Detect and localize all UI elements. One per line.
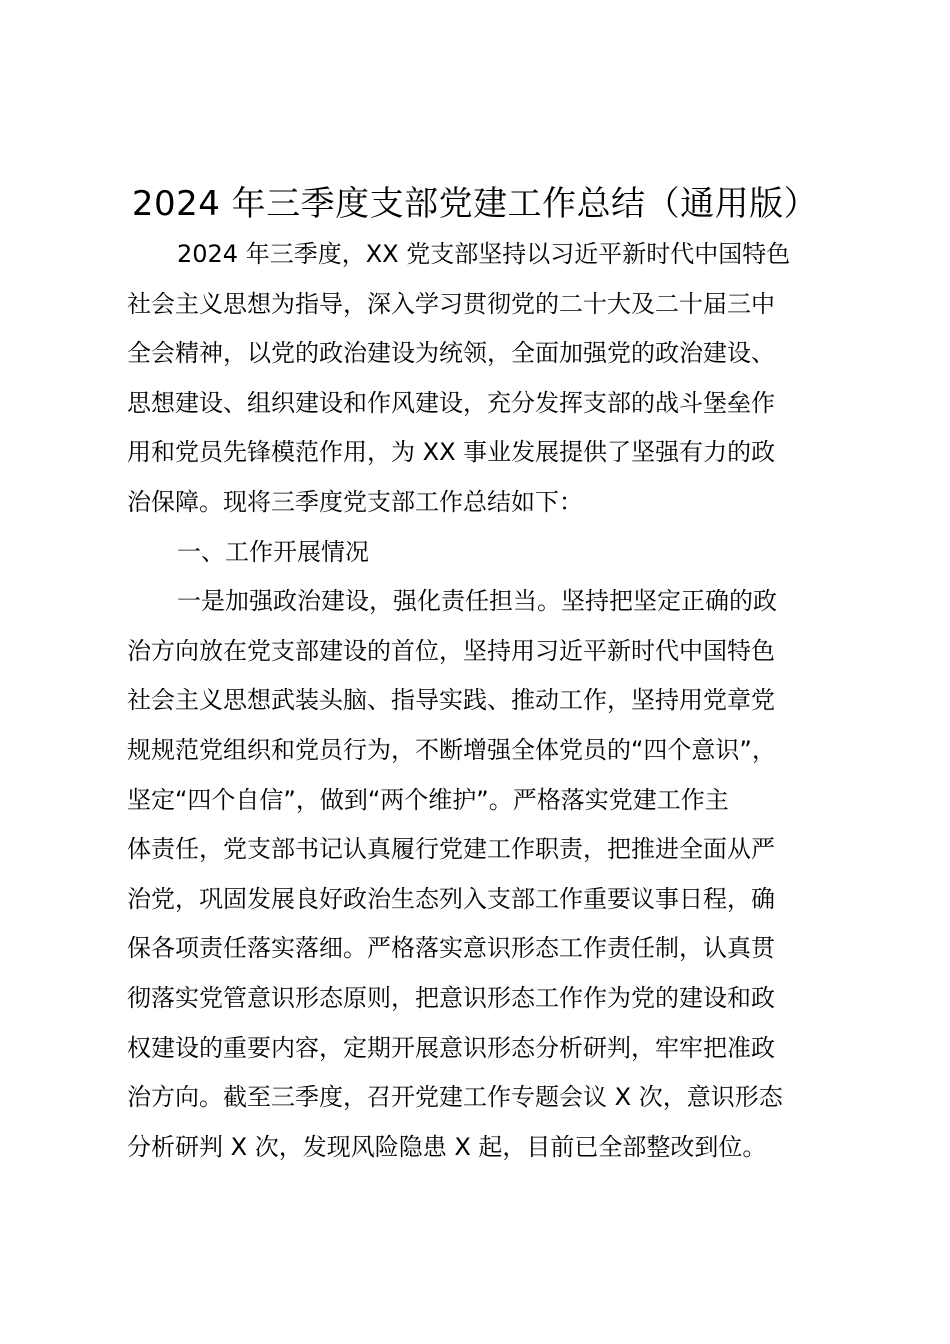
paragraph-2-line-8: 保各项责任落实落细。严格落实意识形态工作责任制，认真贯 [127,934,775,963]
paragraph-2-line-1: 一是加强政治建设，强化责任担当。坚持把坚定正确的政 [177,587,777,616]
paragraph-2-line-10: 权建设的重要内容，定期开展意识形态分析研判，牢牢把准政 [127,1033,775,1062]
document-body [127,230,847,1172]
paragraph-1-line-3: 全会精神，以党的政治建设为统领，全面加强党的政治建设、 [127,339,775,368]
paragraph-1-line-6: 治保障。现将三季度党支部工作总结如下： [127,487,583,516]
paragraph-2-line-7: 治党，巩固发展良好政治生态列入支部工作重要议事日程，确 [127,884,775,913]
section-heading: 一、工作开展情况 [177,537,369,566]
paragraph-2-line-6: 体责任，党支部书记认真履行党建工作职责，把推进全面从严 [127,835,775,864]
paragraph-2-line-9: 彻落实党管意识形态原则，把意识形态工作作为党的建设和政 [127,983,775,1012]
paragraph-2-line-4: 规规范党组织和党员行为，不断增强全体党员的“四个意识”， [127,735,776,764]
paragraph-1-line-4: 思想建设、组织建设和作风建设，充分发挥支部的战斗堡垒作 [127,388,775,417]
paragraph-1-line-2: 社会主义思想为指导，深入学习贯彻党的二十大及二十届三中 [127,289,775,318]
paragraph-2-line-3: 社会主义思想武装头脑、指导实践、推动工作，坚持用党章党 [127,686,775,715]
paragraph-1-line-5: 用和党员先锋模范作用，为 XX 事业发展提供了坚强有力的政 [127,438,776,467]
paragraph-2-line-2: 治方向放在党支部建设的首位，坚持用习近平新时代中国特色 [127,636,775,665]
paragraph-2-line-11: 治方向。截至三季度，召开党建工作专题会议 X 次，意识形态 [127,1083,783,1112]
paragraph-1-line-1: 2024 年三季度，XX 党支部坚持以习近平新时代中国特色 [177,240,791,268]
document-title: 2024 年三季度支部党建工作总结（通用版） [131,184,819,224]
paragraph-2-line-5: 坚定“四个自信”，做到“两个维护”。严格落实党建工作主 [127,785,729,814]
paragraph-2-line-12: 分析研判 X 次，发现风险隐患 X 起，目前已全部整改到位。 [127,1132,767,1161]
